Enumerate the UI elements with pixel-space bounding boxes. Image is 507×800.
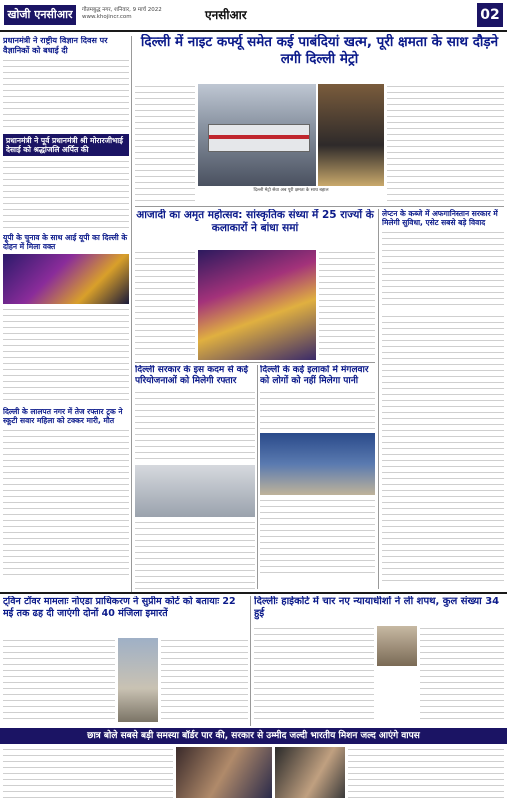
- masthead-website: www.khojincr.com: [82, 14, 132, 20]
- story-body: [254, 626, 374, 722]
- column-rule: [131, 36, 132, 592]
- column-rule: [257, 365, 258, 589]
- main-story-body: [135, 84, 195, 204]
- story-body: [3, 747, 173, 798]
- main-story-body-right: [387, 84, 504, 204]
- story-cultural-header: [135, 209, 375, 247]
- story-body: [3, 58, 129, 130]
- photo-delhi-jal-board: [260, 433, 375, 495]
- story-body: [382, 230, 504, 310]
- story-title-water: दिल्ली के कई इलाकों में मंगलवार को लोगों को नहीं मिलेगा पानी: [260, 365, 369, 386]
- photo-construction: [135, 465, 255, 517]
- bottom-banner: [0, 728, 507, 744]
- section-rule: [135, 362, 375, 363]
- photo-students: [176, 747, 272, 798]
- story-high-court: [254, 596, 504, 726]
- photo-twin-tower: [118, 638, 158, 722]
- story-title-twin-tower: ट्विन टॉवर मामलाः नोएडा प्राधिकरण ने सुप्रीम कोर्ट को बतायाः 22 मई तक ढह दी जाएंगी दोनों 40 मंजिला इमारतें: [3, 596, 236, 619]
- story-title-accident: दिल्ली के लालपत नगर में तेज रफ्तार ट्रक ने स्कूटी सवार महिला को टक्कर मारी, मौत: [3, 407, 123, 426]
- story-body: [260, 498, 375, 578]
- story-body: [382, 314, 504, 584]
- story-title-high-court: दिल्लीः हाईकोर्ट में चार नए न्यायाधीशों ने ली शपथ, कुल संख्या 34 हुई: [254, 596, 500, 619]
- page-number: 02: [477, 3, 503, 27]
- story-title-morarji: प्रधानमंत्री ने पूर्व प्रधानमंत्री श्री मोरारजीभाई देसाई को श्रद्धांजलि अर्पित की: [3, 134, 129, 156]
- story-body: [161, 638, 248, 722]
- right-column: [382, 209, 504, 589]
- masthead-date: गौतमबुद्ध नगर, शनिवार, 9 मार्च 2022: [82, 7, 162, 13]
- photo-cultural-stage: [198, 250, 316, 360]
- masthead: [0, 0, 507, 32]
- banner-headline: छात्र बोले सबसे बड़ी समस्या बॉर्डर पार की, सरकार से उम्मीद जल्दी भारतीय मिशन जल्द आएंगे वापस: [87, 731, 420, 741]
- story-body: [135, 520, 255, 589]
- story-body: [319, 250, 375, 360]
- story-title-science-day: प्रधानमंत्री ने राष्ट्रीय विज्ञान दिवस पर वैज्ञानिकों को बधाई दी: [3, 36, 108, 55]
- column-rule: [378, 209, 379, 589]
- main-headline: दिल्ली में नाइट कर्फ्यू समेत कई पाबंदियां खत्म, पूरी क्षमता के साथ दौड़ने लगी दिल्ली मेट्रो: [140, 34, 499, 67]
- story-body: [3, 307, 129, 403]
- story-body: [3, 159, 129, 229]
- story-body: [260, 390, 375, 430]
- story-title-afghanistan: लेप्टन के कब्जे में अफगानिस्तान सरकार में मिलेगी सुविधा, एसेट सबसे बड़े विवाद: [382, 209, 498, 227]
- story-body: [3, 638, 115, 722]
- metro-stripe: [209, 135, 309, 139]
- photo-metro-left: [198, 84, 316, 186]
- main-photo-caption: दिल्ली मेट्रो सेवा अब पूरी क्षमता के साथ बहाल: [253, 188, 329, 193]
- photo-judge: [377, 626, 417, 666]
- metro-train: [208, 124, 310, 152]
- section-title: एनसीआर: [205, 8, 247, 22]
- story-body: [135, 250, 195, 360]
- column-rule: [250, 596, 251, 726]
- story-title-cultural: आजादी का अमृत महोत्सव: सांस्कृतिक संध्या में 25 राज्यों के कलाकारों ने बांधा समां: [136, 209, 374, 234]
- story-body: [135, 390, 255, 462]
- story-title-up-election: यूपी के चुनाव के साथ आई यूपी का दिल्ली के दोहन में मिला वक्त: [3, 233, 128, 252]
- story-body: [420, 626, 504, 722]
- story-body: [3, 428, 129, 578]
- story-body: [348, 747, 504, 798]
- left-column: [3, 36, 129, 592]
- main-story-header: [135, 34, 504, 82]
- story-title-projects: दिल्ली सरकार के इस कदम से कई परियोजनाओं को मिलेगी रफ्तार: [135, 365, 248, 386]
- photo-cultural-event: [3, 254, 129, 304]
- section-rule: [0, 592, 507, 594]
- story-water: [260, 365, 375, 589]
- story-projects: [135, 365, 255, 589]
- photo-metro-right: [318, 84, 384, 186]
- story-twin-tower: [3, 596, 248, 726]
- newspaper-logo: खोजी एनसीआर: [4, 5, 76, 25]
- section-rule: [135, 206, 504, 207]
- photo-students-2: [275, 747, 345, 798]
